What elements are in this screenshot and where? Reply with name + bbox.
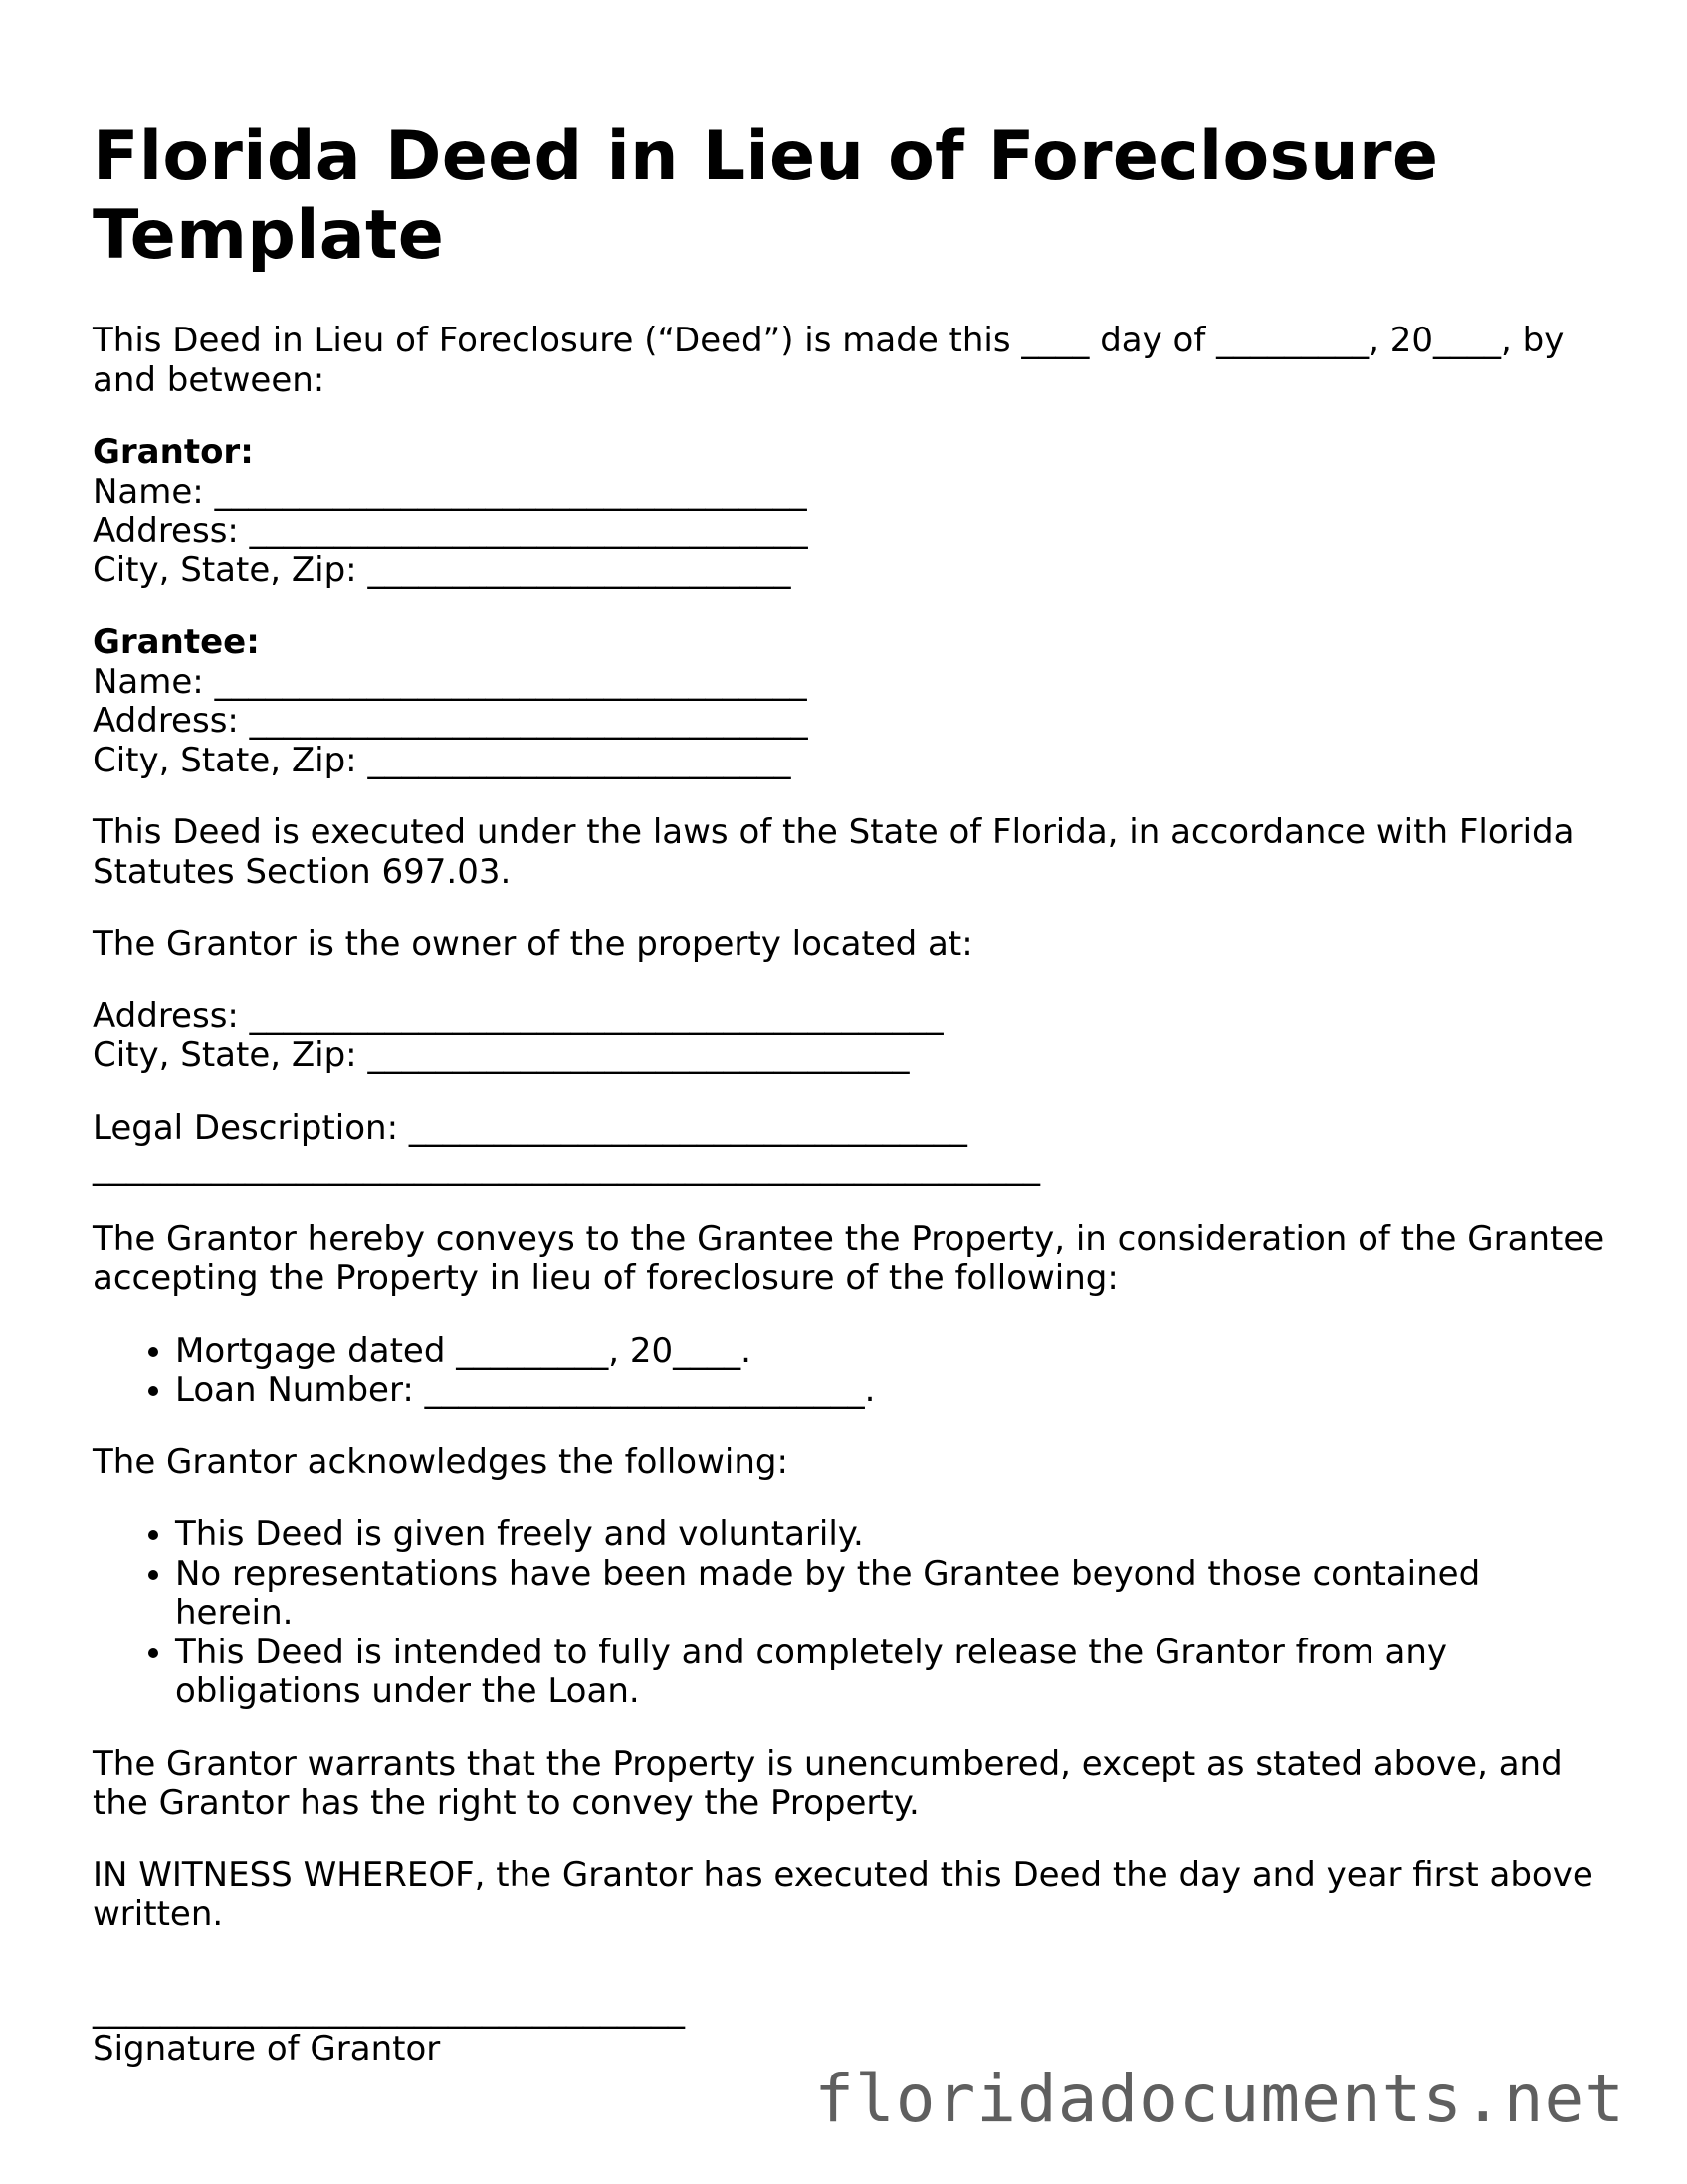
grantee-city-field: City, State, Zip: _________________________ [93,740,791,780]
acknowledgement-list [93,1515,1605,1712]
list-item: • Loan Number: __________________________. [175,1371,1605,1411]
acknowledges-paragraph: The Grantor acknowledges the following: [93,1441,788,1482]
intro-paragraph: This Deed in Lieu of Foreclosure (“Deed”) is made this ____ day of _________, 20____, by and between: [93,321,1565,400]
list-item: • Mortgage dated _________, 20____. [175,1332,1605,1372]
signature-line: ___________________________________ [93,1989,685,2030]
owner-statement: The Grantor is the owner of the property located at: [93,924,973,964]
grantor-address-field: Address: _________________________________ [93,511,808,550]
signature-block [93,1991,1605,2070]
grantee-name-field: Name: ___________________________________ [93,661,807,702]
legal-description-field: Legal Description: _________________________________ [93,1107,967,1148]
grantor-city-field: City, State, Zip: _________________________ [93,549,791,590]
document-page [93,117,1605,2070]
document-title: Florida Deed in Lieu of Foreclosure Template [93,117,1439,275]
grantee-section [93,623,1605,780]
grantor-name-field: Name: ___________________________________ [93,471,807,512]
conveyance-paragraph: The Grantor hereby conveys to the Grantee the Property, in consideration of the Grantee accepting the Property in lieu of foreclosure of the following: [93,1218,1605,1298]
statute-paragraph: This Deed is executed under the laws of the State of Florida, in accordance with Florida Statutes Section 697.03. [93,812,1575,892]
property-location [93,997,1605,1076]
grantor-section [93,433,1605,590]
legal-description-continuation: ________________________________________________________ [93,1147,1040,1187]
property-address-field: Address: _________________________________________ [93,995,944,1036]
signature-label: Signature of Grantor [93,2029,441,2069]
list-item: • This Deed is intended to fully and completely release the Grantor from any obligations under the Loan. [175,1634,1605,1712]
grantor-heading: Grantor: [93,432,254,472]
grantee-address-field: Address: _________________________________ [93,701,808,741]
watermark: floridadocuments.net [814,2061,1625,2137]
property-city-field: City, State, Zip: ________________________________ [93,1035,910,1075]
witness-paragraph: IN WITNESS WHEREOF, the Grantor has executed this Deed the day and year first above written. [93,1855,1593,1934]
list-item: • No representations have been made by the Grantee beyond those contained herein. [175,1555,1605,1634]
grantee-heading: Grantee: [93,622,260,662]
warranty-paragraph: The Grantor warrants that the Property is unencumbered, except as stated above, and the Grantor has the right to convey the Property. [93,1743,1563,1823]
list-item: • This Deed is given freely and voluntarily. [175,1515,1605,1555]
loan-list [93,1332,1605,1411]
legal-description [93,1109,1605,1188]
